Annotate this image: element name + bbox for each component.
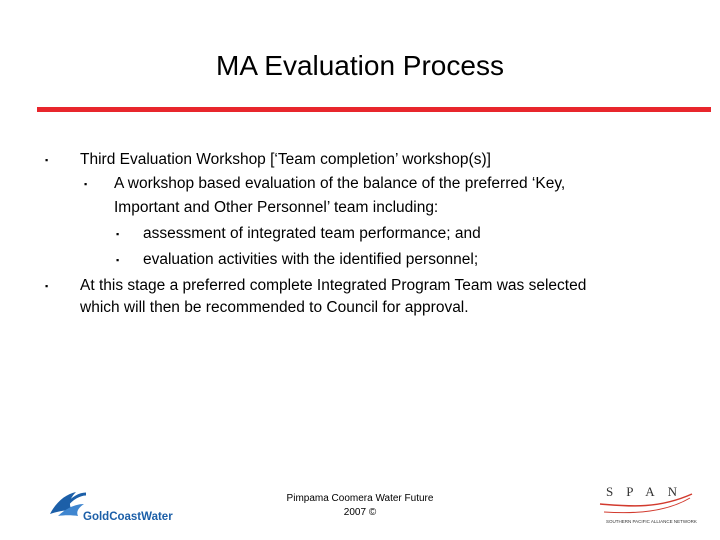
title-divider: [37, 107, 711, 112]
bullet-text: A workshop based evaluation of the balance of the preferred ‘Key,: [114, 175, 566, 192]
bullet-text-continued: which will then be recommended to Council for approval.: [80, 299, 469, 316]
footer-year: 2007 ©: [343, 507, 377, 518]
gold-coast-water-logo-text: GoldCoastWater: [83, 511, 173, 523]
bullet-text: evaluation activities with the identified personnel;: [143, 251, 479, 268]
bullet-marker: ▪: [116, 229, 120, 239]
bullet-marker: ▪: [116, 255, 120, 265]
bullet-text: At this stage a preferred complete Integrated Program Team was selected: [80, 277, 587, 294]
footer-project-name: Pimpama Coomera Water Future: [286, 493, 434, 504]
span-logo-letters: SPAN: [606, 484, 691, 499]
bullet-text-continued: Important and Other Personnel’ team including:: [114, 199, 439, 216]
bullet-marker: ▪: [45, 155, 49, 165]
span-logo-subtitle: SOUTHERN PACIFIC ALLIANCE NETWORK: [606, 519, 697, 524]
bullet-marker: ▪: [45, 281, 49, 291]
bullet-text: Third Evaluation Workshop [‘Team completion’ workshop(s)]: [80, 151, 491, 168]
bullet-marker: ▪: [84, 179, 88, 189]
bullet-text: assessment of integrated team performance; and: [143, 225, 481, 242]
slide-title: MA Evaluation Process: [216, 50, 504, 81]
